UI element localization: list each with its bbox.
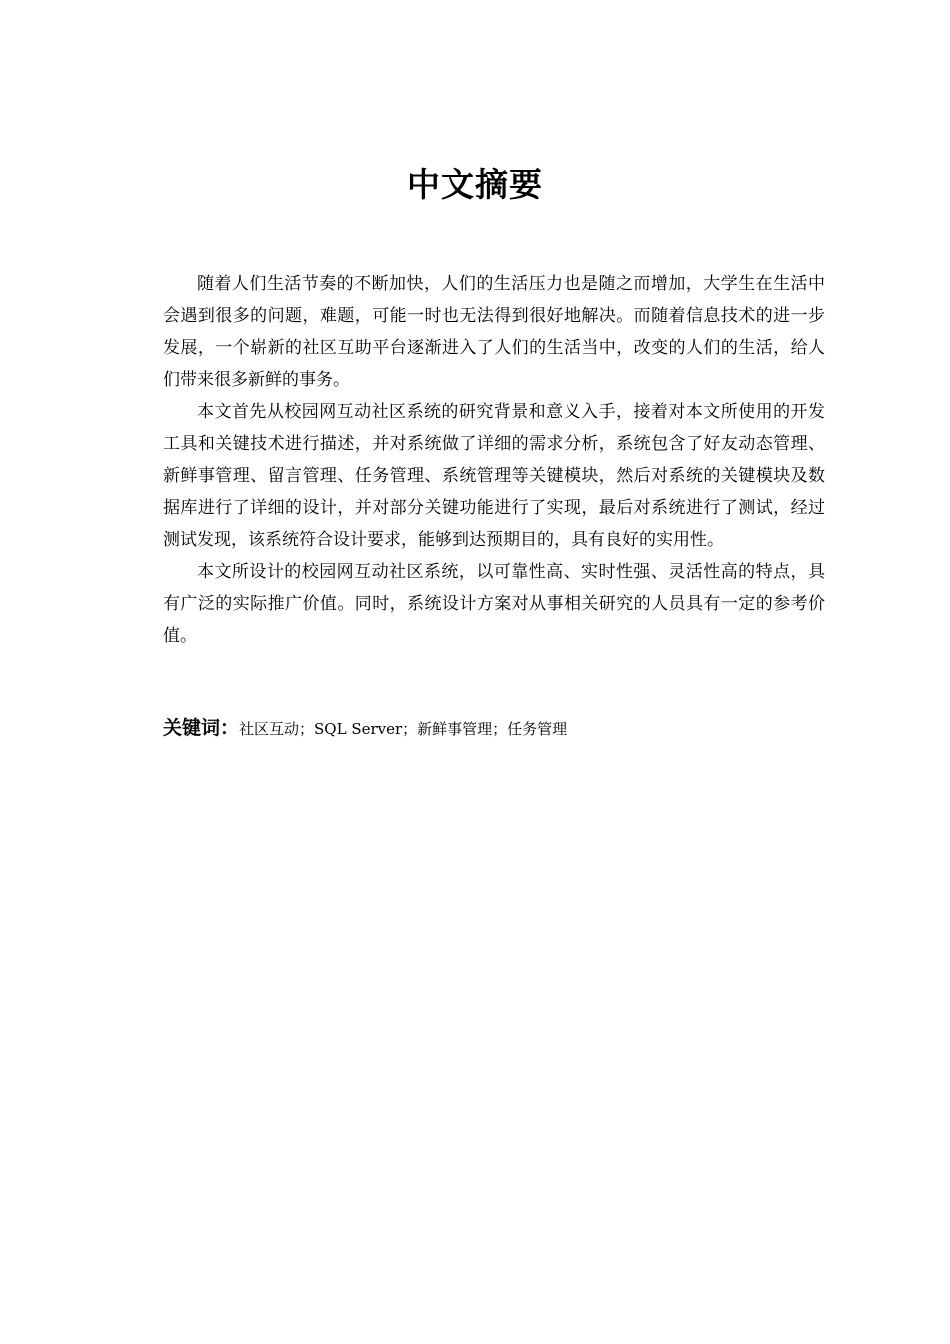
abstract-body [163, 268, 825, 652]
page-title: 中文摘要 [407, 165, 543, 204]
keywords-line [163, 712, 825, 745]
abstract-paragraph-3: 本文所设计的校园网互动社区系统，以可靠性高、实时性强、灵活性高的特点，具有广泛的实际推广价值。同时，系统设计方案对从事相关研究的人员具有一定的参考价值。 [163, 562, 825, 646]
abstract-paragraph-1: 随着人们生活节奏的不断加快，人们的生活压力也是随之而增加，大学生在生活中会遇到很多的问题，难题，可能一时也无法得到很好地解决。而随着信息技术的进一步发展，一个崭新的社区互助平台逐渐进入了人们的生活当中，改变的人们的生活，给人们带来很多新鲜的事务。 [163, 274, 825, 390]
abstract-paragraph-2: 本文首先从校园网互动社区系统的研究背景和意义入手，接着对本文所使用的开发工具和关键技术进行描述，并对系统做了详细的需求分析，系统包含了好友动态管理、新鲜事管理、留言管理、任务管理、系统管理等关键模块，然后对系统的关键模块及数据库进行了详细的设计，并对部分关键功能进行了实现，最后对系统进行了测试，经过测试发现，该系统符合设计要求，能够到达预期目的，具有良好的实用性。 [163, 402, 825, 550]
keywords-value: 社区互动；SQL Server；新鲜事管理；任务管理 [239, 720, 568, 738]
keywords-label: 关键词： [163, 717, 240, 739]
